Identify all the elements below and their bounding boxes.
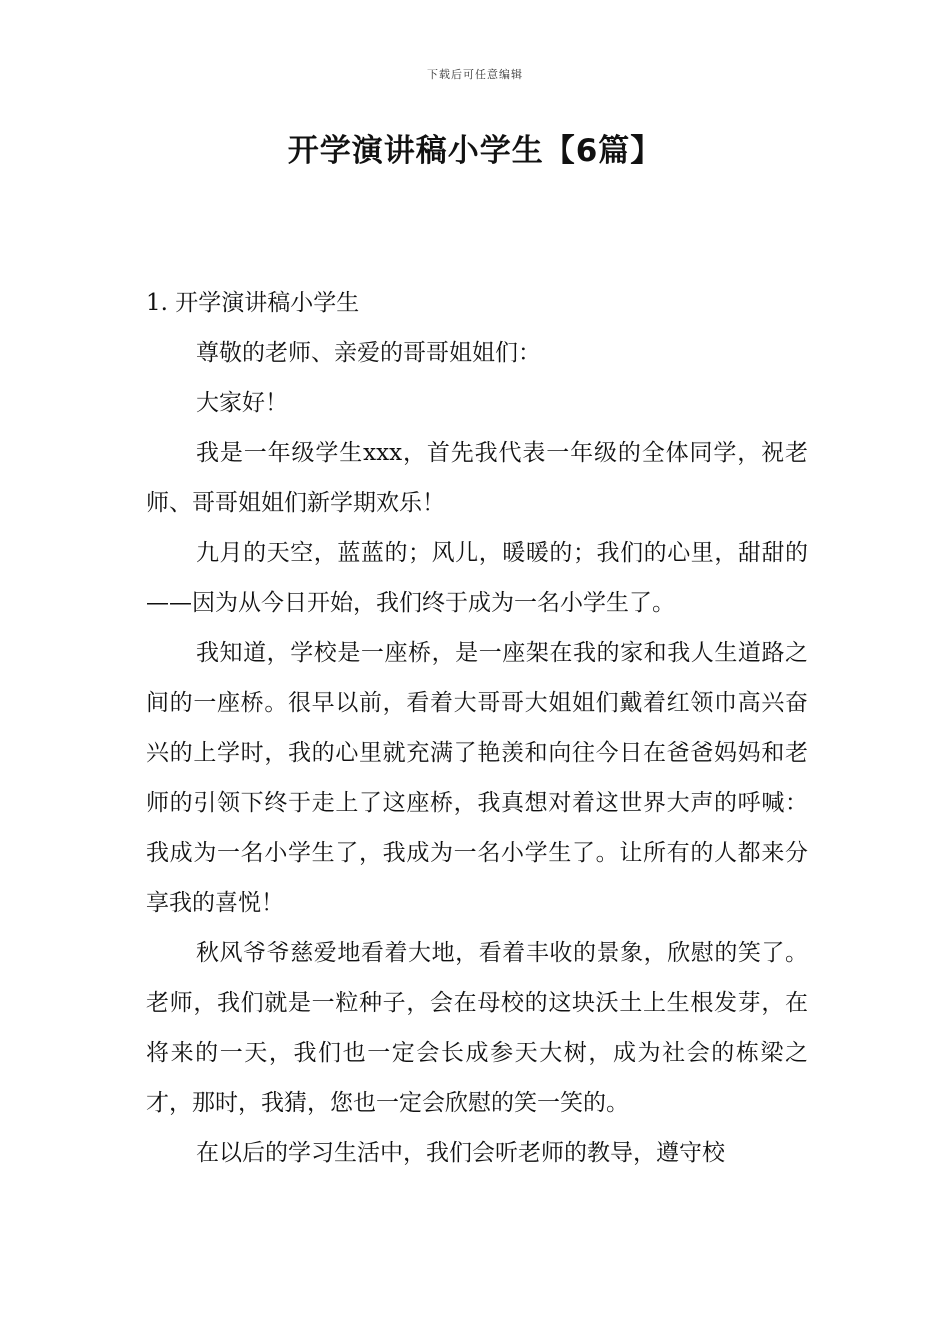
paragraph-intro: 我是一年级学生xxx，首先我代表一年级的全体同学，祝老师、哥哥姐姐们新学期欢乐！: [146, 440, 808, 516]
header-note: 下载后可任意编辑: [427, 68, 523, 81]
paragraph-bridge: 我知道，学校是一座桥，是一座架在我的家和我人生道路之间的一座桥。很早以前，看着大哥哥大姐姐们戴着红领巾高兴奋兴的上学时，我的心里就充满了艳羡和向往今日在爸爸妈妈和老师的引领下终于走上了这座桥，我真想对着这世界大声的呼喊：我成为一名小学生了，我成为一名小学生了。让所有的人都来分享我的喜悦！: [146, 640, 808, 916]
paragraph-autumn: 秋风爷爷慈爱地看着大地，看着丰收的景象，欣慰的笑了。老师，我们就是一粒种子，会在母校的这块沃土上生根发芽，在将来的一天，我们也一定会长成参天大树，成为社会的栋梁之才，那时，我猜，您也一定会欣慰的笑一笑的。: [146, 940, 808, 1116]
section-heading: 1. 开学演讲稿小学生: [146, 290, 360, 316]
document-body: [146, 278, 808, 1178]
paragraph-future: 在以后的学习生活中，我们会听老师的教导，遵守校: [196, 1140, 725, 1166]
paragraph-greeting: 尊敬的老师、亲爱的哥哥姐姐们：: [196, 340, 541, 366]
paragraph-hello: 大家好！: [196, 390, 288, 416]
paragraph-september: 九月的天空，蓝蓝的；风儿，暖暖的；我们的心里，甜甜的——因为从今日开始，我们终于成为一名小学生了。: [146, 540, 808, 616]
document-title: 开学演讲稿小学生【6篇】: [287, 133, 663, 169]
